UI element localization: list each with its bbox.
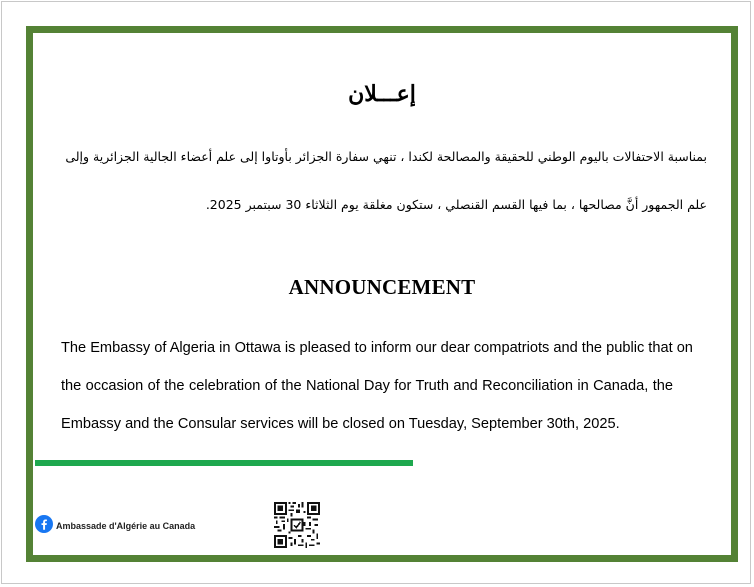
facebook-label: Ambassade d'Algérie au Canada — [56, 520, 196, 531]
arabic-title: إعـــلان — [348, 81, 416, 107]
facebook-link[interactable] — [35, 515, 195, 533]
arabic-paragraph — [59, 133, 707, 229]
english-paragraph — [61, 329, 693, 443]
arabic-line-2: علم الجمهور أنَّ مصالحها ، بما فيها القسم القنصلي ، ستكون مغلقة يوم الثلاثاء 30 سبتمبر 2025. — [205, 197, 707, 212]
facebook-icon — [35, 515, 53, 533]
announcement-frame — [26, 26, 738, 562]
english-line-1: The Embassy of Algeria in Ottawa is pleased to inform our dear compatriots and the public that on — [61, 340, 693, 356]
english-line-3: Embassy and the Consular services will be closed on Tuesday, September 30th, 2025. — [61, 416, 620, 432]
separator-bar — [35, 460, 413, 466]
qr-code[interactable] — [274, 502, 320, 548]
english-line-2: the occasion of the celebration of the National Day for Truth and Reconciliation in Canada, the — [61, 378, 673, 394]
arabic-line-1: بمناسبة الاحتفالات باليوم الوطني للحقيقة والمصالحة لكندا ، تنهي سفارة الجزائر بأوتاوا إلى علم أعضاء الجالية الجزائرية وإلى — [65, 149, 707, 164]
english-title: ANNOUNCEMENT — [288, 275, 476, 299]
